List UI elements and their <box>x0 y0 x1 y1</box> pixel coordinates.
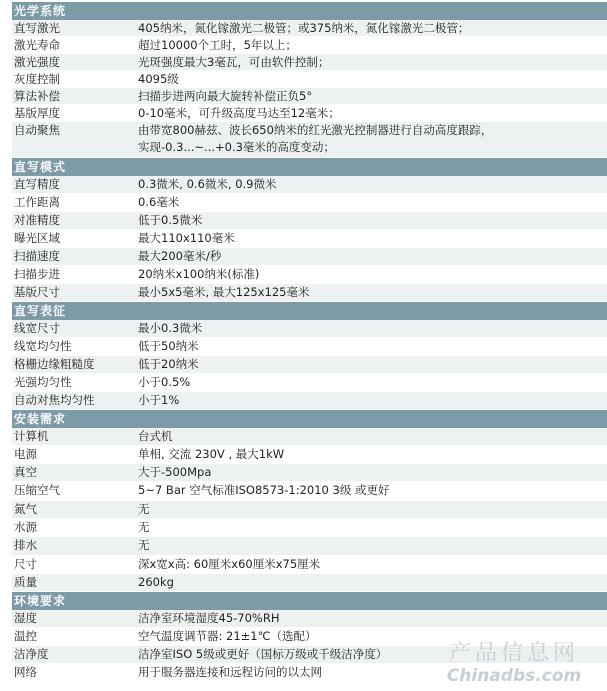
spec-value <box>138 664 607 681</box>
spec-value-line: 单相, 交流 230V , 最大1kW <box>138 447 285 461</box>
spec-value-line: 光斑强度最大3毫瓦，可由软件控制； <box>138 55 330 69</box>
spec-value <box>138 446 607 463</box>
spec-row <box>12 266 607 284</box>
spec-label: 扫描步进 <box>14 267 60 281</box>
spec-row <box>12 37 607 54</box>
spec-label: 扫描速度 <box>14 249 60 263</box>
spec-row <box>12 446 607 464</box>
spec-value-line: 无 <box>138 520 150 534</box>
spec-row <box>12 338 607 356</box>
spec-value <box>138 88 607 104</box>
spec-label: 自动对焦均匀性 <box>14 393 95 407</box>
section-1 <box>12 158 607 302</box>
spec-value-line: 扫描步进两向最大旋转补偿正负5° <box>138 89 313 103</box>
spec-value-line: 深x宽x高: 60厘米x60厘米x75厘米 <box>138 557 321 571</box>
spec-value-line: 洁净室环境湿度45-70%RH <box>138 611 280 625</box>
spec-label: 曝光区域 <box>14 231 60 245</box>
spec-label: 计算机 <box>14 429 49 443</box>
spec-value <box>138 574 607 591</box>
spec-value <box>138 20 607 36</box>
spec-row <box>12 284 607 302</box>
spec-value <box>138 392 607 409</box>
spec-value-line: 由带宽800赫兹、波长650纳米的红光激光控制器进行自动高度跟踪， <box>138 123 493 137</box>
spec-label: 工作距离 <box>14 195 60 209</box>
spec-value-line: 无 <box>138 502 150 516</box>
spec-value <box>138 37 607 53</box>
spec-value <box>138 519 607 536</box>
spec-label: 对准精度 <box>14 213 60 227</box>
spec-label: 基版厚度 <box>14 106 60 120</box>
spec-value-line: 低于20纳米 <box>138 357 199 371</box>
spec-value-line: 无 <box>138 538 150 552</box>
spec-value <box>138 320 607 337</box>
watermark-cn: 产品信息网 <box>448 641 579 666</box>
spec-label: 灰度控制 <box>14 72 60 86</box>
spec-label: 水源 <box>14 520 37 534</box>
spec-label: 洁净度 <box>14 647 49 661</box>
spec-value <box>138 54 607 70</box>
spec-row <box>12 610 607 628</box>
spec-value-line: 0.3微米, 0.6微米, 0.9微米 <box>138 177 277 191</box>
spec-label: 激光强度 <box>14 55 60 69</box>
spec-row <box>12 356 607 374</box>
spec-value-line: 20纳米x100纳米(标准) <box>138 267 260 281</box>
spec-value <box>138 338 607 355</box>
spec-row <box>12 320 607 338</box>
watermark-en: Chinadbs.com <box>446 666 582 686</box>
spec-label: 温控 <box>14 629 37 643</box>
spec-value-line: 最大110x110毫米 <box>138 231 235 245</box>
spec-value <box>138 501 607 518</box>
section-2 <box>12 302 607 410</box>
spec-row <box>12 194 607 212</box>
spec-value <box>138 374 607 391</box>
section-header: 直写表征 <box>12 302 607 320</box>
spec-value <box>138 284 607 301</box>
spec-row <box>12 519 607 537</box>
section-3 <box>12 410 607 592</box>
spec-value <box>138 482 607 500</box>
spec-label: 光强均匀性 <box>14 375 72 389</box>
spec-table <box>12 2 607 682</box>
spec-row <box>12 482 607 501</box>
spec-label: 自动聚焦 <box>14 123 60 137</box>
section-header: 光学系统 <box>12 2 607 20</box>
spec-label: 网络 <box>14 665 37 679</box>
spec-value-line: 0.6毫米 <box>138 195 180 209</box>
section-header: 环境要求 <box>12 592 607 610</box>
spec-value-line: 最小5x5毫米, 最大125x125毫米 <box>138 285 310 299</box>
spec-label: 线宽尺寸 <box>14 321 60 335</box>
spec-label: 压缩空气 <box>14 483 60 497</box>
spec-label: 格栅边缘粗糙度 <box>14 357 95 371</box>
spec-value-line: 4095级 <box>138 72 179 86</box>
spec-value <box>138 556 607 573</box>
spec-label: 直写激光 <box>14 21 60 35</box>
spec-row <box>12 88 607 105</box>
spec-value <box>138 230 607 247</box>
spec-value-line: 低于50纳米 <box>138 339 199 353</box>
spec-value <box>138 428 607 445</box>
spec-value-line: 台式机 <box>138 429 173 443</box>
spec-value <box>138 176 607 193</box>
spec-value <box>138 248 607 265</box>
spec-row <box>12 392 607 410</box>
spec-value <box>138 212 607 229</box>
spec-label: 算法补偿 <box>14 89 60 103</box>
section-header: 安装需求 <box>12 410 607 428</box>
spec-label: 激光寿命 <box>14 38 60 52</box>
spec-row <box>12 574 607 592</box>
spec-row <box>12 176 607 194</box>
spec-row <box>12 374 607 392</box>
spec-value <box>138 646 607 663</box>
section-4 <box>12 592 607 682</box>
spec-label: 排水 <box>14 538 37 552</box>
spec-value <box>138 122 607 157</box>
spec-value-line: 小于0.5% <box>138 375 191 389</box>
spec-value <box>138 464 607 481</box>
spec-value <box>138 105 607 121</box>
spec-value <box>138 610 607 627</box>
spec-row <box>12 646 607 664</box>
spec-value-line: 大于-500Mpa <box>138 465 212 479</box>
spec-value <box>138 194 607 211</box>
spec-value-line: 实现-0.3...~...+0.3毫米的高度变动； <box>138 140 335 154</box>
spec-label: 真空 <box>14 465 37 479</box>
spec-row <box>12 71 607 88</box>
spec-value-line: 0-10毫米，可升级高度马达至12毫米； <box>138 106 340 120</box>
spec-row <box>12 537 607 556</box>
spec-value-line: 空气温度调节器: 21±1℃（选配） <box>138 629 317 643</box>
spec-label: 电源 <box>14 447 37 461</box>
spec-value-line: 小于1% <box>138 393 180 407</box>
spec-value <box>138 628 607 645</box>
section-0 <box>12 2 607 158</box>
spec-value-line: 用于服务器连接和远程访问的以太网 <box>138 665 322 679</box>
spec-row <box>12 664 607 682</box>
spec-row <box>12 248 607 266</box>
spec-label: 氮气 <box>14 502 37 516</box>
spec-label: 质量 <box>14 575 37 589</box>
spec-value <box>138 356 607 373</box>
spec-value-line: 低于0.5微米 <box>138 213 203 227</box>
spec-label: 尺寸 <box>14 557 37 571</box>
spec-value <box>138 537 607 555</box>
spec-value <box>138 266 607 283</box>
spec-value-line: 洁净室ISO 5级或更好（国标万级或千级洁净度） <box>138 647 388 661</box>
spec-value-line: 最小0.3微米 <box>138 321 203 335</box>
spec-value-line: 最大200毫米/秒 <box>138 249 222 263</box>
spec-row <box>12 212 607 230</box>
spec-row <box>12 122 607 158</box>
spec-label: 线宽均匀性 <box>14 339 72 353</box>
spec-row <box>12 501 607 519</box>
spec-label: 湿度 <box>14 611 37 625</box>
spec-row <box>12 20 607 37</box>
section-header: 直写模式 <box>12 158 607 176</box>
spec-label: 基版尺寸 <box>14 285 60 299</box>
spec-row <box>12 628 607 646</box>
spec-value-line: 405纳米，氮化镓激光二极管；或375纳米，氮化镓激光二极管； <box>138 21 470 35</box>
spec-value-line: 超过10000个工时，5年以上； <box>138 38 297 52</box>
spec-row <box>12 556 607 574</box>
spec-row <box>12 230 607 248</box>
spec-label: 直写精度 <box>14 177 60 191</box>
spec-row <box>12 105 607 122</box>
spec-row <box>12 464 607 482</box>
spec-row <box>12 54 607 71</box>
spec-row <box>12 428 607 446</box>
spec-value-line: 260kg <box>138 575 174 589</box>
spec-value <box>138 71 607 87</box>
spec-value-line: 5~7 Bar 空气标准ISO8573-1:2010 3级 或更好 <box>138 483 390 497</box>
